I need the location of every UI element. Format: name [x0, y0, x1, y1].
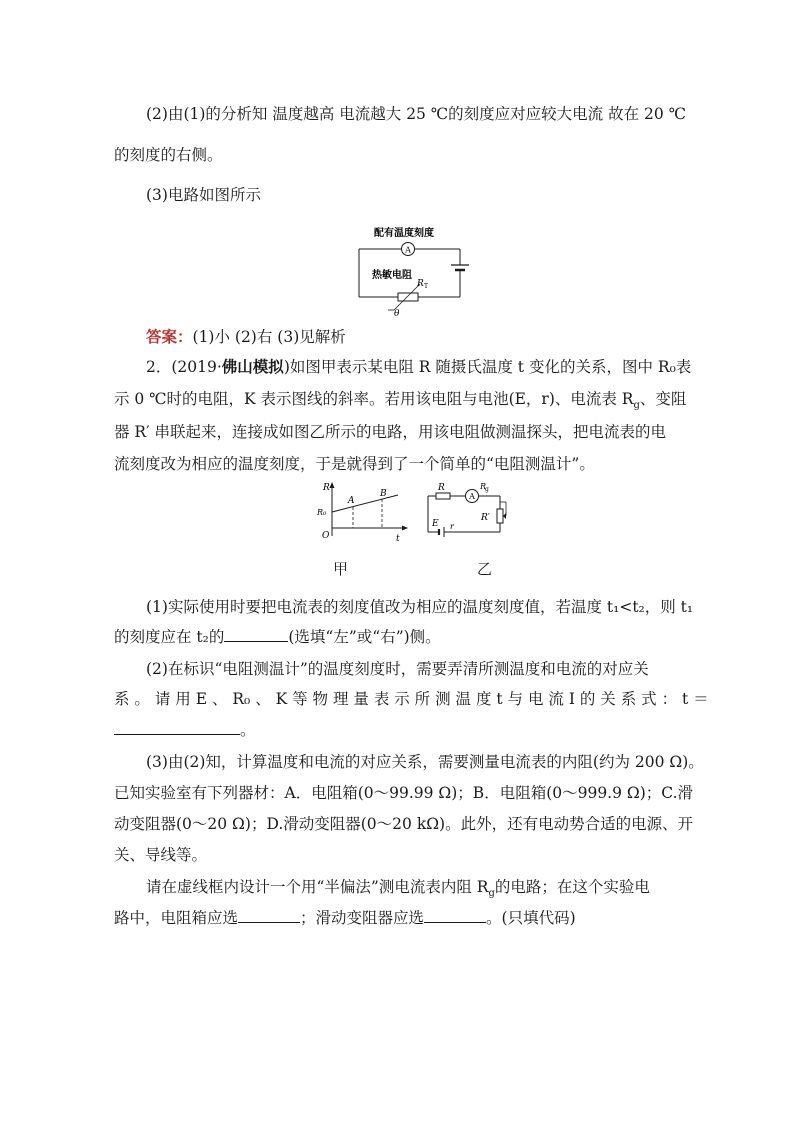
thermistor-icon: [398, 293, 418, 301]
rheostat-blank[interactable]: [424, 908, 486, 923]
answer-line: [146, 327, 346, 347]
svg-text:B: B: [380, 489, 387, 499]
paragraph-3: (3)电路如图所示: [146, 186, 261, 204]
rheostat-icon: [497, 509, 503, 523]
svg-text:R: R: [438, 483, 445, 493]
paragraph-2-line-2: 的刻度的右侧。: [114, 146, 223, 164]
resistor-icon: [436, 493, 450, 499]
q2-4-line-1: 请在虚线框内设计一个用“半偏法”测电流表内阻 $R_g$的电路；在这个实验电: [146, 878, 650, 900]
svg-text:A: A: [405, 245, 411, 255]
q2-3-line-3: 动变阻器(0～20 Ω)；D.滑动变阻器(0～20 kΩ)。此外，还有电动势合适的电源、开: [114, 815, 694, 833]
circuit-diagram-1: [350, 222, 480, 322]
q2-3-line-4: 关、导线等。: [114, 846, 208, 864]
q2-2-line-2: 系 。 请 用 E 、 R₀ 、 K 等 物 理 量 表 示 所 测 温 度 t 与 电 流 I 的 关 系 式 ： t ＝: [114, 690, 709, 708]
q2-3-line-2: 已知实验室有下列器材：A．电阻箱(0～99.99 Ω)；B．电阻箱(0～999.9 Ω)；C.滑: [114, 784, 694, 802]
svg-text:R′: R′: [481, 513, 490, 523]
svg-text:g: g: [485, 486, 489, 493]
q2-1-line-1: (1)实际使用时要把电流表的刻度值改为相应的温度刻度值，若温度 t₁<t₂，则 t₁: [146, 598, 694, 616]
svg-text:A: A: [469, 492, 475, 501]
question-2-line-4: 流刻度改为相应的温度刻度，于是就得到了一个简单的“电阻测温计”。: [114, 455, 595, 473]
svg-text:R: R: [417, 279, 424, 289]
fig1-thermistor-label: 热敏电阻: [372, 270, 412, 281]
caption-yi: 乙: [477, 560, 493, 578]
question-2-line-3: 器 R′ 串联起来，连接成如图乙所示的电路，用该电阻做测温探头，把电流表的电: [114, 423, 667, 441]
svg-text:R: R: [480, 482, 487, 491]
question-2-line-1: 2．(2019·佛山模拟)如图甲表示某电阻 R 随摄氏温度 t 变化的关系，图中 R₀表: [146, 357, 692, 376]
svg-text:θ: θ: [394, 309, 400, 319]
rt-line: [332, 495, 398, 512]
q2-3-line-1: (3)由(2)知，计算温度和电流的对应关系，需要测量电流表的内阻(约为 200 Ω)。: [146, 753, 704, 771]
svg-text:O: O: [322, 531, 330, 541]
circuit-diagram-yi: [420, 478, 520, 542]
formula-blank[interactable]: [114, 720, 240, 735]
q2-1-line-2: 的刻度应在 t₂的 (选填“左”或“右”)侧。: [114, 628, 441, 646]
svg-text:r: r: [450, 522, 454, 531]
svg-text:A: A: [348, 496, 355, 506]
q2-2-line-1: (2)在标识“电阻测温计”的温度刻度时，需要弄清所测温度和电流的对应关: [146, 660, 649, 678]
svg-text:t: t: [396, 534, 400, 544]
svg-text:R₀: R₀: [317, 508, 327, 517]
q2-2-line-3: 。: [114, 720, 256, 740]
paragraph-2-line-1: (2)由(1)的分析知 温度越高 电流越大 25 ℃的刻度应对应较大电流 故在 20 ℃: [146, 105, 687, 123]
svg-text:E: E: [432, 519, 439, 529]
answer-text: (1)小 (2)右 (3)见解析: [192, 328, 346, 346]
graph-jia: [312, 478, 412, 546]
svg-text:R: R: [323, 483, 330, 493]
caption-jia: 甲: [333, 560, 349, 578]
resistance-box-blank[interactable]: [238, 908, 300, 923]
svg-text:T: T: [424, 283, 429, 290]
question-2-line-2: 示 0 ℃时的电阻，K 表示图线的斜率。若用该电阻与电池(E，r)、电流表 $R_g$、变阻: [114, 390, 687, 412]
fig1-title: 配有温度刻度: [374, 228, 434, 239]
q2-4-line-2: 路中，电阻箱应选 ；滑动变阻器应选 。(只填代码): [114, 909, 576, 927]
source-label: 佛山模拟: [221, 357, 284, 376]
answer-label: 答案：: [146, 328, 193, 346]
answer-blank[interactable]: [224, 627, 288, 642]
